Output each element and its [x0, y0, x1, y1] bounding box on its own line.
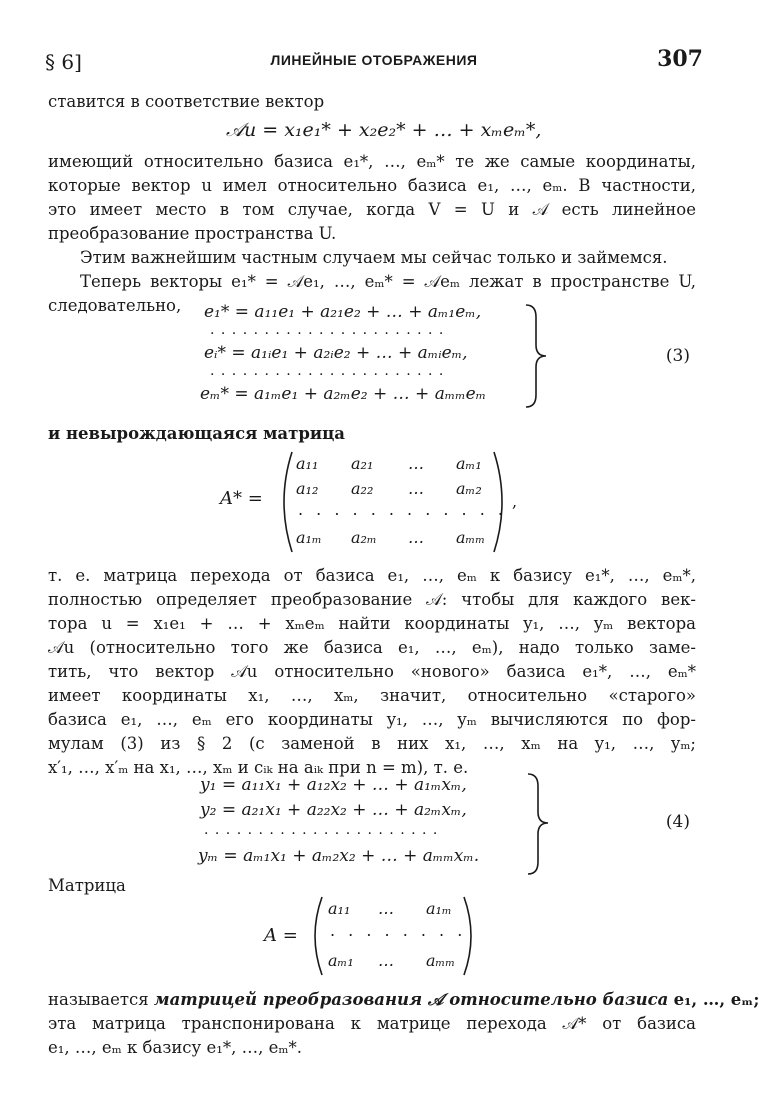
- text-line: эта матрица транспонирована к матрице перехода 𝒜* от базиса: [48, 1014, 696, 1033]
- definition-line: [48, 990, 759, 1010]
- right-paren: [460, 895, 480, 977]
- text-line: Матрица: [48, 876, 126, 895]
- equation-number-3: (3): [665, 346, 690, 366]
- system3-row-m: eₘ* = a₁ₘe₁ + a₂ₘe₂ + … + aₘₘeₘ: [200, 384, 487, 404]
- system4-row-1: y₁ = a₁₁x₁ + a₁₂x₂ + … + a₁ₘxₘ,: [200, 775, 467, 795]
- page-number: 307: [657, 46, 703, 72]
- text-fragment: называется: [48, 990, 149, 1009]
- system3-row-1: e₁* = a₁₁e₁ + a₂₁e₂ + … + aₘ₁eₘ,: [204, 302, 482, 322]
- system4-row-m: yₘ = aₘ₁x₁ + aₘ₂x₂ + … + aₘₘxₘ.: [198, 846, 480, 866]
- text-line: тить, что вектор 𝒜u относительно «нового» базиса e₁*, …, eₘ*: [48, 662, 696, 681]
- right-brace: [522, 303, 552, 409]
- system4-row-2: y₂ = a₂₁x₁ + a₂₂x₂ + … + a₂ₘxₘ,: [200, 800, 467, 820]
- running-title: ЛИНЕЙНЫЕ ОТОБРАЖЕНИЯ: [270, 52, 478, 68]
- text-line: которые вектор u имел относительно базиса e₁, …, eₘ. В частности,: [48, 176, 696, 195]
- equation-Au: 𝒜u = x₁e₁* + x₂e₂* + … + xₘeₘ*,: [226, 119, 542, 141]
- matrix-trailing-comma: ,: [512, 492, 518, 511]
- right-paren: [490, 450, 512, 554]
- text-line: мулам (3) из § 2 (с заменой в них x₁, …, xₘ на y₁, …, yₘ;: [48, 734, 696, 753]
- matrix-A-star: A* = a₁₁ a₂₁ … aₘ₁ a₁₂ a₂₂ … aₘ₂ . . . . . . . . . . . . a₁ₘ a₂ₘ … aₘₘ ,: [220, 446, 540, 556]
- defined-term: матрицей преобразования 𝒜 относительно базиса: [153, 990, 669, 1009]
- text-line: тора u = x₁e₁ + … + xₘeₘ найти координаты y₁, …, yₘ вектора: [48, 614, 696, 633]
- system3-dots: . . . . . . . . . . . . . . . . . . . . . .: [210, 322, 445, 338]
- text-line: полностью определяет преобразование 𝒜: чтобы для каждого век-: [48, 590, 696, 609]
- matrix-dots: . . . . . . . . . . . .: [298, 500, 507, 519]
- matrix-label: A* =: [220, 488, 263, 509]
- text-line: e₁, …, eₘ к базису e₁*, …, eₘ*.: [48, 1038, 302, 1057]
- matrix-label: A =: [264, 925, 298, 946]
- text-line: т. е. матрица перехода от базиса e₁, …, eₘ к базису e₁*, …, eₘ*,: [48, 566, 696, 585]
- text-line: 𝒜u (относительно того же базиса e₁, …, eₘ), надо только заме-: [48, 638, 696, 657]
- text-line: Теперь векторы e₁* = 𝒜e₁, …, eₘ* = 𝒜eₘ лежат в пространстве U,: [80, 272, 696, 291]
- system3-row-i: eᵢ* = a₁ᵢe₁ + a₂ᵢe₂ + … + aₘᵢeₘ,: [204, 343, 468, 363]
- text-line: следовательно,: [48, 296, 182, 315]
- running-header: [45, 46, 703, 76]
- text-line: имеет координаты x₁, …, xₘ, значит, относительно «старого»: [48, 686, 696, 705]
- text-line: ставится в соответствие вектор: [48, 92, 325, 111]
- text-line: базиса e₁, …, eₘ его координаты y₁, …, yₘ вычисляются по фор-: [48, 710, 696, 729]
- text-line: это имеет место в том случае, когда V = U и 𝒜 есть линейное: [48, 200, 696, 219]
- matrix-A: A = a₁₁ … a₁ₘ . . . . . . . . aₘ₁ … aₘₘ: [264, 893, 494, 979]
- left-paren: [306, 895, 326, 977]
- system3-dots: . . . . . . . . . . . . . . . . . . . . . .: [210, 363, 445, 379]
- text-line: имеющий относительно базиса e₁*, …, eₘ* те же самые координаты,: [48, 152, 696, 171]
- matrix-dots: . . . . . . . .: [330, 921, 467, 940]
- left-paren: [274, 450, 296, 554]
- text-line: Этим важнейшим частным случаем мы сейчас только и займемся.: [80, 248, 668, 267]
- system4-dots: . . . . . . . . . . . . . . . . . . . . . .: [204, 822, 439, 838]
- text-line: преобразование пространства U.: [48, 224, 337, 243]
- text-fragment: e₁, …, eₘ;: [673, 990, 759, 1009]
- equation-number-4: (4): [665, 812, 690, 832]
- section-marker: § 6]: [45, 50, 82, 74]
- text-line: x′₁, …, x′ₘ на x₁, …, xₘ и cᵢₖ на aᵢₖ при n = m), т. е.: [48, 758, 469, 777]
- right-brace: [524, 772, 554, 876]
- text-line: и невырождающаяся матрица: [48, 424, 345, 443]
